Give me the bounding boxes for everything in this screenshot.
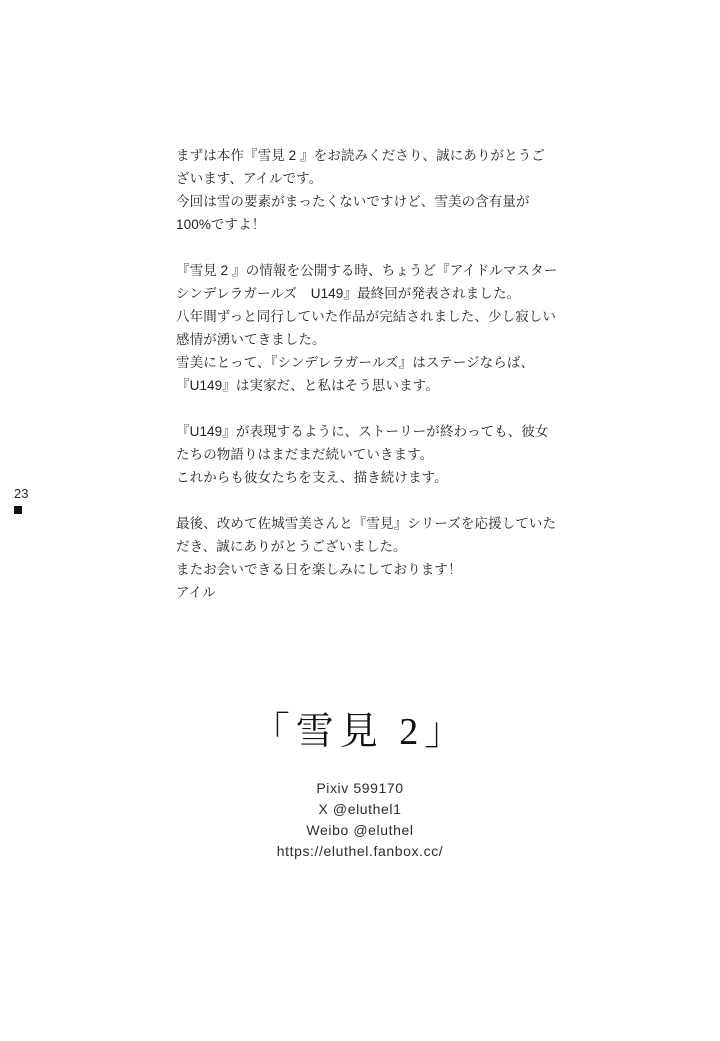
- page-number-marker: [14, 487, 54, 514]
- book-title: 「雪見 2」: [251, 711, 469, 753]
- afterword-paragraph: またお会いできる日を楽しみにしております！: [176, 562, 462, 577]
- afterword-text: [176, 144, 558, 604]
- afterword-paragraph: 『雪見 2 』の情報を公開する時、ちょうど『アイドルマスターシンデレラガールズ U149』最終回が発表されました。: [176, 263, 558, 301]
- credits-block: [0, 778, 720, 862]
- credit-pixiv: Pixiv 599170: [316, 780, 404, 796]
- credit-weibo: Weibo @eluthel: [306, 822, 414, 838]
- page-number: 23: [14, 486, 29, 501]
- afterword-paragraph: 八年間ずっと同行していた作品が完結されました、少し寂しい感情が湧いてきました。: [176, 309, 556, 347]
- afterword-paragraph: まずは本作『雪見 2 』をお読みくださり、誠にありがとうございます、アイルです。: [176, 148, 545, 186]
- credit-x: X @eluthel1: [318, 801, 402, 817]
- credit-fanbox-url: https://eluthel.fanbox.cc/: [276, 843, 444, 859]
- square-bullet-icon: [14, 506, 22, 514]
- afterword-paragraph: これからも彼女たちを支え、描き続けます。: [176, 470, 448, 485]
- afterword-paragraph: 今回は雪の要素がまったくないですけど、雪美の含有量が100%ですよ！: [176, 194, 530, 232]
- afterword-paragraph: 雪美にとって、『シンデレラガールズ』はステージならば、『U149』は実家だ、と私はそう思います。: [176, 355, 535, 393]
- afterword-paragraph: 最後、改めて佐城雪美さんと『雪見』シリーズを応援していただき、誠にありがとうございました。: [176, 516, 557, 554]
- afterword-paragraph: 『U149』が表現するように、ストーリーが終わっても、彼女たちの物語りはまだまだ続いていきます。: [176, 424, 549, 462]
- author-signature: アイル: [176, 585, 216, 600]
